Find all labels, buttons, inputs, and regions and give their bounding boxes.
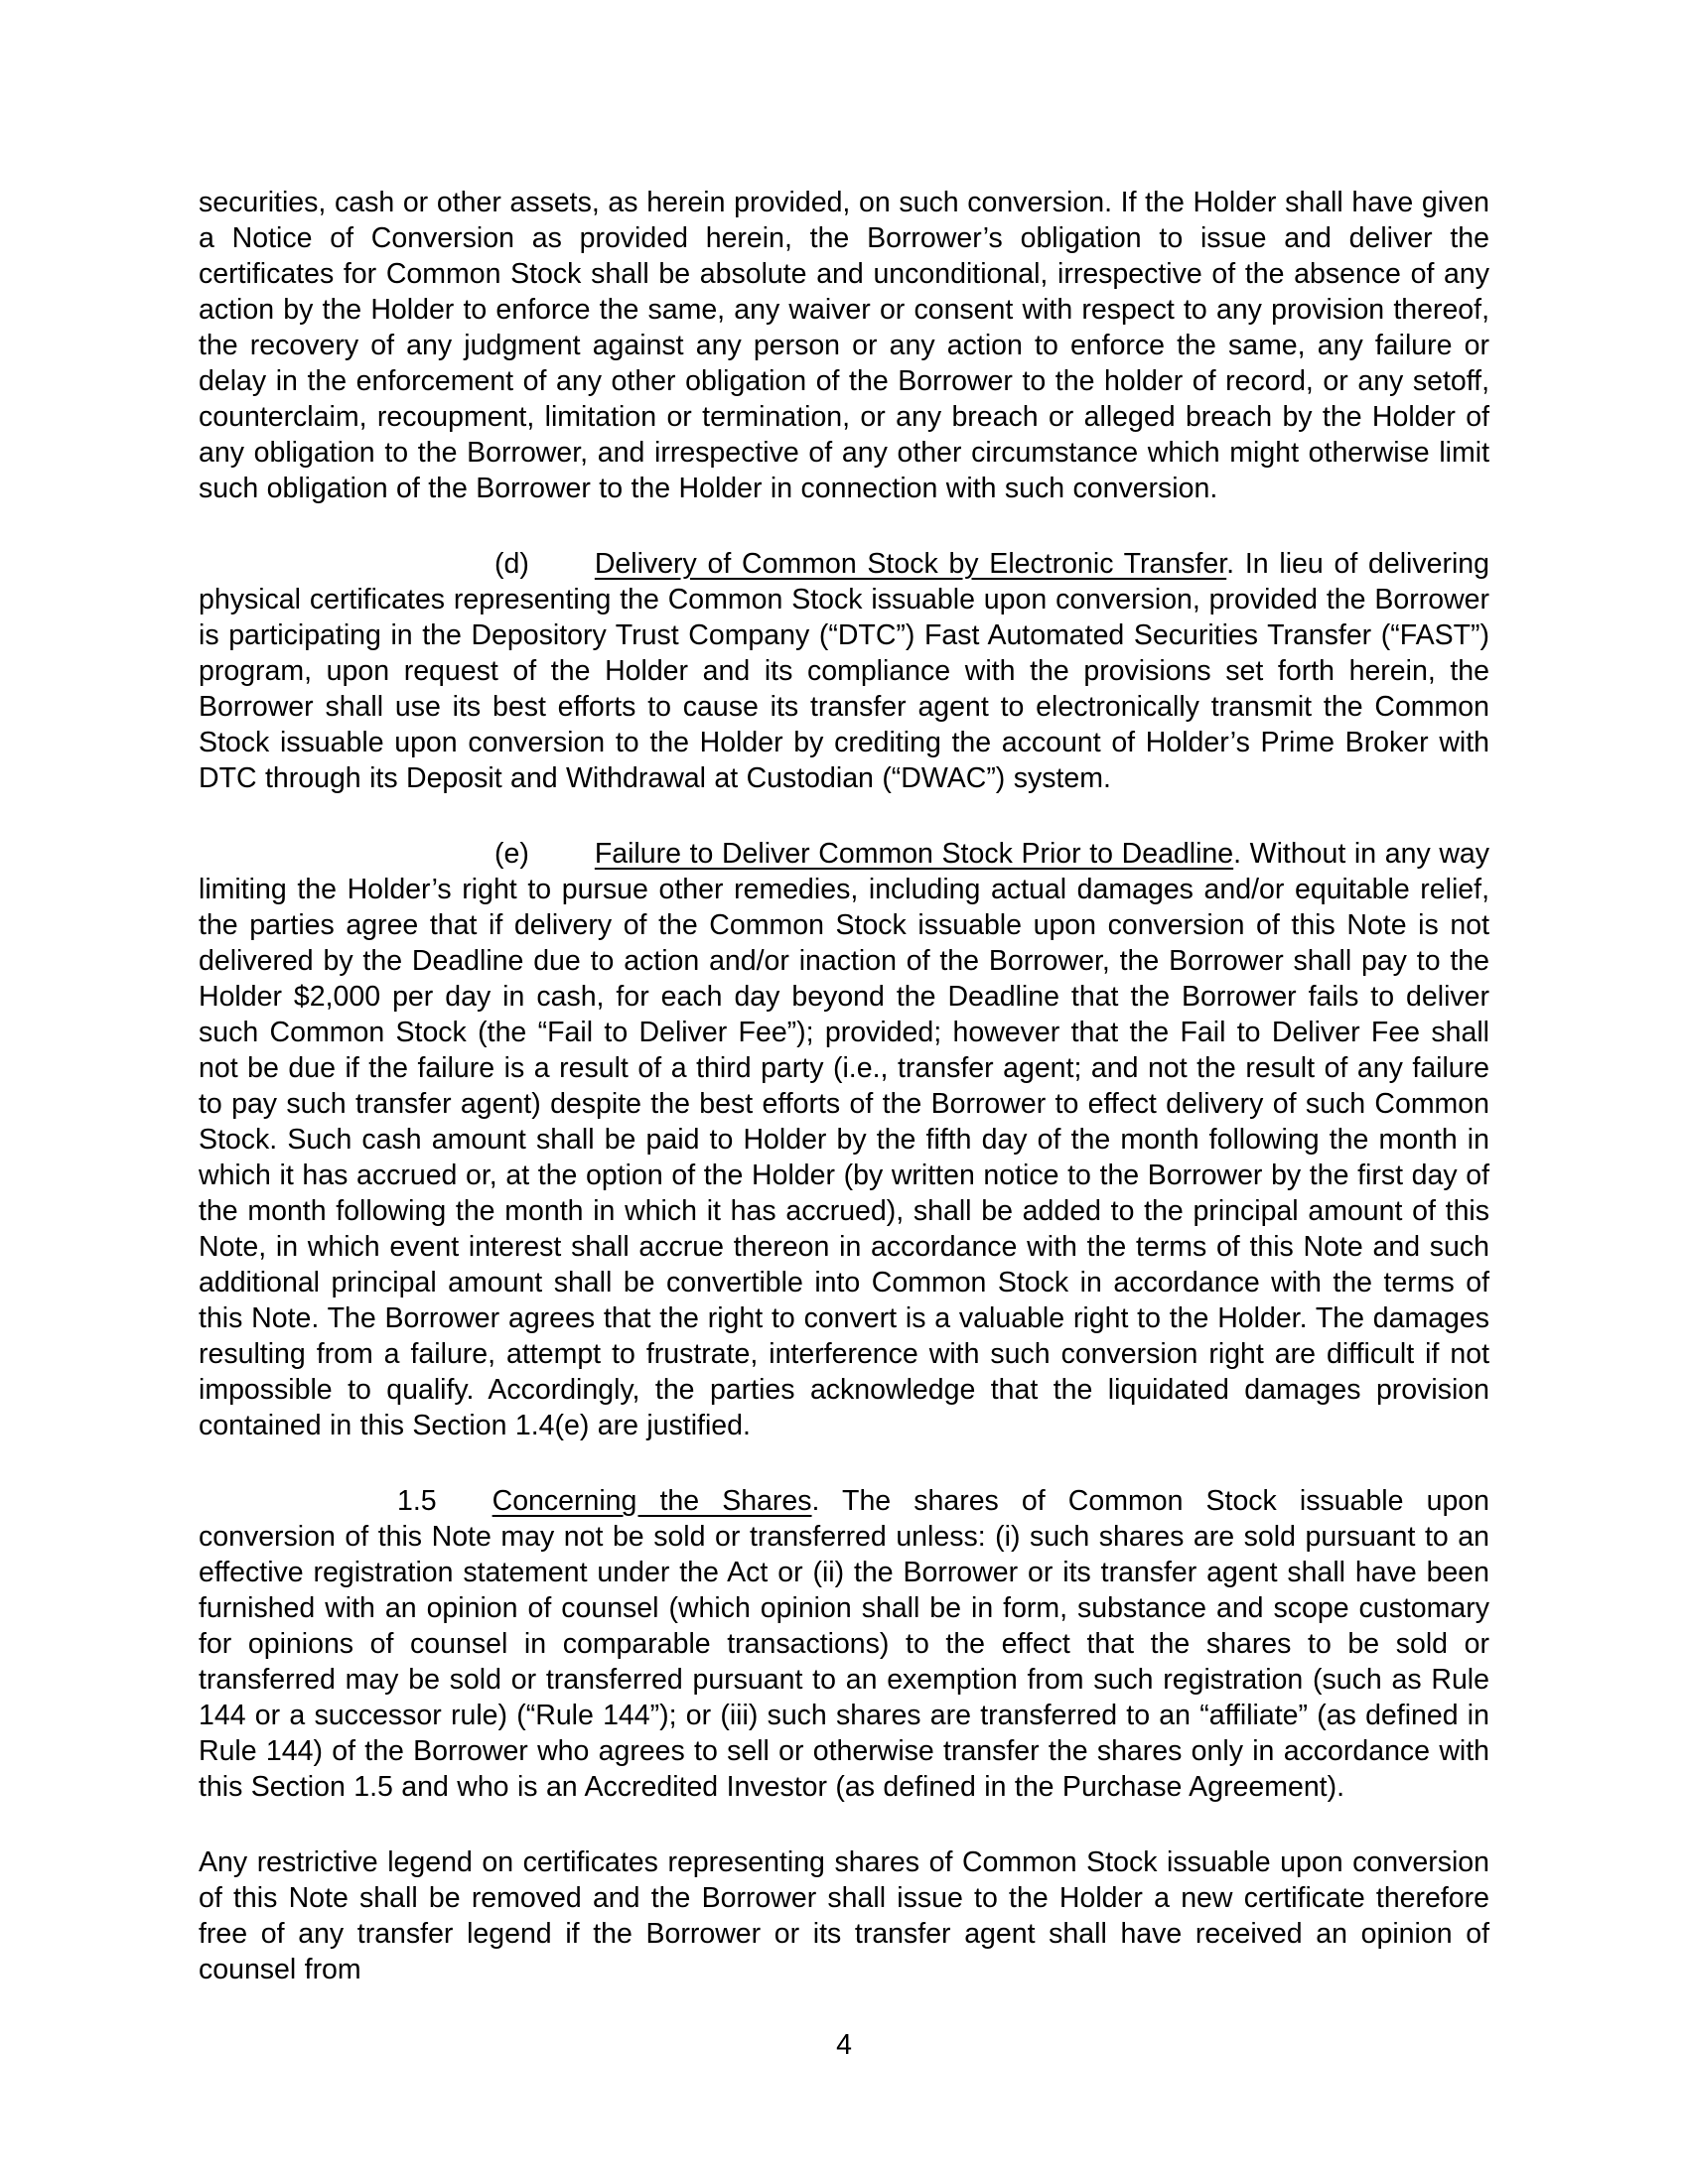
paragraph-restrictive-legend: [199, 1844, 1489, 1987]
document-body: [199, 185, 1489, 2027]
paragraph-text: securities, cash or other assets, as herein provided, on such conversion. If the Holder shall have given a Notice of Conversion as provided herein, the Borrower’s obligation to issue and deliver the certificates for Common Stock shall be absolute and unconditional, irrespective of the absence of any action by the Holder to enforce the same, any waiver or consent with respect to any provision thereof, the recovery of any judgment against any person or any action to enforce the same, any failure or delay in the enforcement of any other obligation of the Borrower to the holder of record, or any setoff, counterclaim, recoupment, limitation or termination, or any breach or alleged breach by the Holder of any obligation to the Borrower, and irrespective of any other circumstance which might otherwise limit such obligation of the Borrower to the Holder in connection with such conversion.: [199, 187, 1489, 504]
section-e-label: (e): [494, 838, 529, 870]
page-number: 4: [836, 2029, 852, 2061]
paragraph-section-e: [199, 836, 1489, 1443]
section-d-label: (d): [494, 548, 529, 580]
section-1-5-label: 1.5: [397, 1485, 437, 1517]
section-d-heading: Delivery of Common Stock by Electronic Transfer: [594, 548, 1227, 580]
section-e-heading: Failure to Deliver Common Stock Prior to Deadline: [594, 838, 1234, 870]
section-d-text: . In lieu of delivering physical certificates representing the Common Stock issuable upon conversion, provided the Borrower is participating in the Depository Trust Company (“DTC”) Fast Automated Securities Transfer (“FAST”) program, upon request of the Holder and its compliance with the provisions set forth herein, the Borrower shall use its best efforts to cause its transfer agent to electronically transmit the Common Stock issuable upon conversion to the Holder by crediting the account of Holder’s Prime Broker with DTC through its Deposit and Withdrawal at Custodian (“DWAC”) system.: [199, 548, 1489, 794]
section-1-5-heading: Concerning the Shares: [492, 1485, 812, 1517]
paragraph-section-d: [199, 546, 1489, 796]
paragraph-text: Any restrictive legend on certificates representing shares of Common Stock issuable upon conversion of this Note shall be removed and the Borrower shall issue to the Holder a new certificate therefore free of any transfer legend if the Borrower or its transfer agent shall have received an opinion of counsel from: [199, 1846, 1489, 1985]
paragraph-section-1-5: [199, 1483, 1489, 1805]
section-1-5-text: . The shares of Common Stock issuable upon conversion of this Note may not be sold or transferred unless: (i) such shares are sold pursuant to an effective registration statement under the Act or (ii) the Borrower or its transfer agent shall have been furnished with an opinion of counsel (which opinion shall be in form, substance and scope customary for opinions of counsel in comparable transactions) to the effect that the shares to be sold or transferred may be sold or transferred pursuant to an exemption from such registration (such as Rule 144 or a successor rule) (“Rule 144”); or (iii) such shares are transferred to an “affiliate” (as defined in Rule 144) of the Borrower who agrees to sell or otherwise transfer the shares only in accordance with this Section 1.5 and who is an Accredited Investor (as defined in the Purchase Agreement).: [199, 1485, 1490, 1803]
paragraph-continuation: [199, 185, 1489, 506]
section-e-text: . Without in any way limiting the Holder’s right to pursue other remedies, including actual damages and/or equitable relief, the parties agree that if delivery of the Common Stock issuable upon conversion of this Note is not delivered by the Deadline due to action and/or inaction of the Borrower, the Borrower shall pay to the Holder $2,000 per day in cash, for each day beyond the Deadline that the Borrower fails to deliver such Common Stock (the “Fail to Deliver Fee”); provided; however that the Fail to Deliver Fee shall not be due if the failure is a result of a third party (i.e., transfer agent; and not the result of any failure to pay such transfer agent) despite the best efforts of the Borrower to effect delivery of such Common Stock. Such cash amount shall be paid to Holder by the fifth day of the month following the month in which it has accrued or, at the option of the Holder (by written notice to the Borrower by the first day of the month following the month in which it has accrued), shall be added to the principal amount of this Note, in which event interest shall accrue thereon in accordance with the terms of this Note and such additional principal amount shall be convertible into Common Stock in accordance with the terms of this Note. The Borrower agrees that the right to convert is a valuable right to the Holder. The damages resulting from a failure, attempt to frustrate, interference with such conversion right are difficult if not impossible to qualify. Accordingly, the parties acknowledge that the liquidated damages provision contained in this Section 1.4(e) are justified.: [199, 838, 1490, 1441]
